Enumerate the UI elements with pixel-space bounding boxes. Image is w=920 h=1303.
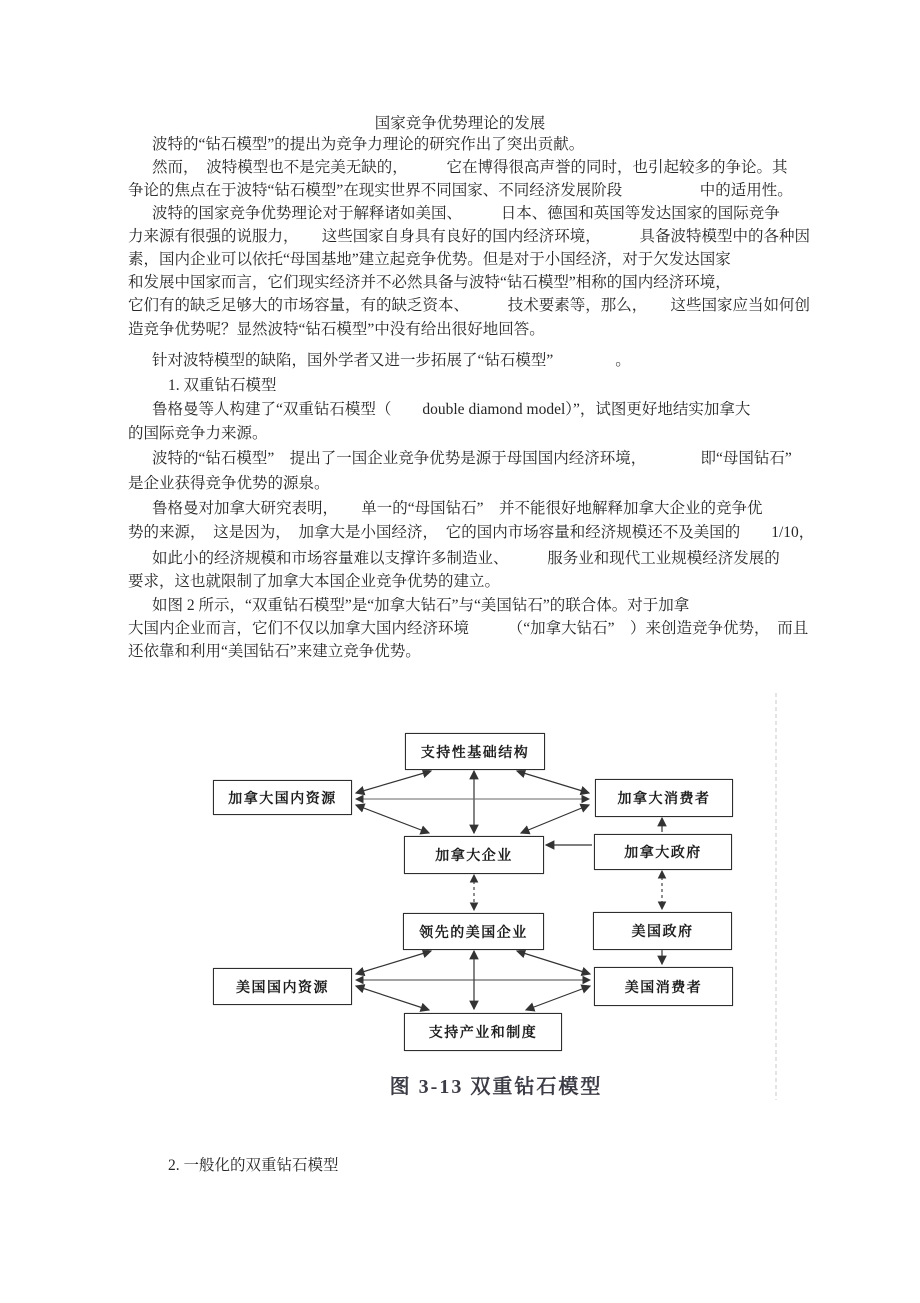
node-canada-domestic-resources: 加拿大国内资源 bbox=[213, 780, 352, 815]
body-line: 要求，这也就限制了加拿大本国企业竞争优势的建立。 bbox=[128, 573, 501, 590]
body-line: 针对波特模型的缺陷，国外学者又进一步拓展了“钻石模型” 。 bbox=[152, 352, 631, 369]
body-line: 势的来源， 这是因为， 加拿大是小国经济， 它的国内市场容量和经济规模还不及美国的 1/10， bbox=[128, 524, 815, 541]
node-us-government: 美国政府 bbox=[593, 912, 732, 950]
section-2-heading: 2. 一般化的双重钻石模型 bbox=[168, 1157, 339, 1174]
body-line: 波特的“钻石模型”的提出为竞争力理论的研究作出了突出贡献。 bbox=[152, 136, 585, 153]
node-us-leading-firms: 领先的美国企业 bbox=[403, 913, 544, 950]
body-line: 和发展中国家而言，它们现实经济并不必然具备与波特“钻石模型”相称的国内经济环境， bbox=[128, 274, 731, 291]
double-diamond-figure bbox=[0, 690, 920, 1110]
node-us-domestic-resources: 美国国内资源 bbox=[213, 968, 352, 1005]
body-line: 鲁格曼等人构建了“双重钻石模型（ double diamond model）”，试图更好地结实加拿大 bbox=[152, 401, 751, 418]
body-line: 大国内企业而言，它们不仅以加拿大国内经济环境 （“加拿大钻石” ）来创造竞争优势， 而且 bbox=[128, 620, 809, 637]
node-us-supporting-industries: 支持产业和制度 bbox=[404, 1013, 562, 1051]
edge-usres-usfirm bbox=[356, 951, 431, 974]
body-line: 鲁格曼对加拿大研究表明， 单一的“母国钻石” 并不能很好地解释加拿大企业的竞争优 bbox=[152, 500, 763, 517]
body-line: 波特的国家竞争优势理论对于解释诸如美国、 日本、德国和英国等发达国家的国际竞争 bbox=[152, 205, 780, 222]
edge-infra-cacons bbox=[517, 771, 589, 793]
document-title: 国家竞争优势理论的发展 bbox=[374, 115, 546, 132]
body-line: 的国际竞争力来源。 bbox=[128, 425, 268, 442]
edge-usres-ussupp bbox=[356, 986, 429, 1010]
body-line: 素，国内企业可以依托“母国基地”建立起竞争优势。但是对于小国经济，对于欠发达国家 bbox=[128, 251, 731, 268]
body-line: 力来源有很强的说服力， 这些国家自身具有良好的国内经济环境， 具备波特模型中的各种因 bbox=[128, 228, 811, 245]
edge-cares-cafirm bbox=[356, 805, 429, 833]
figure-caption: 图 3-13 双重钻石模型 bbox=[389, 1076, 603, 1098]
body-line: 造竞争优势呢？显然波特“钻石模型”中没有给出很好地回答。 bbox=[128, 321, 545, 338]
body-line: 波特的“钻石模型” 提出了一国企业竞争优势是源于母国国内经济环境， 即“母国钻石” bbox=[152, 450, 792, 467]
body-line: 还依靠和利用“美国钻石”来建立竞争优势。 bbox=[128, 643, 421, 660]
edge-uscons-ussupp bbox=[526, 986, 590, 1010]
node-canada-consumers: 加拿大消费者 bbox=[595, 779, 733, 817]
body-line: 然而， 波特模型也不是完美无缺的， 它在博得很高声誉的同时，也引起较多的争论。其 bbox=[152, 159, 788, 176]
body-line: 1. 双重钻石模型 bbox=[168, 377, 277, 394]
body-line: 争论的焦点在于波特“钻石模型”在现实世界不同国家、不同经济发展阶段 中的适用性。 bbox=[128, 182, 793, 199]
edge-usfirm-uscons bbox=[517, 951, 590, 974]
body-line: 如图 2 所示，“双重钻石模型”是“加拿大钻石”与“美国钻石”的联合体。对于加拿 bbox=[152, 597, 690, 614]
edge-cacons-cafirm bbox=[521, 805, 589, 833]
body-line: 如此小的经济规模和市场容量难以支撑许多制造业、 服务业和现代工业规模经济发展的 bbox=[152, 550, 780, 567]
node-us-consumers: 美国消费者 bbox=[594, 967, 733, 1006]
node-canada-firms: 加拿大企业 bbox=[404, 836, 544, 874]
node-canada-government: 加拿大政府 bbox=[594, 834, 732, 870]
body-line: 它们有的缺乏足够大的市场容量，有的缺乏资本、 技术要素等，那么， 这些国家应当如何创 bbox=[128, 297, 811, 314]
node-supportive-infrastructure: 支持性基础结构 bbox=[405, 733, 545, 770]
edge-cares-infra bbox=[356, 771, 431, 793]
body-line: 是企业获得竞争优势的源泉。 bbox=[128, 475, 330, 492]
